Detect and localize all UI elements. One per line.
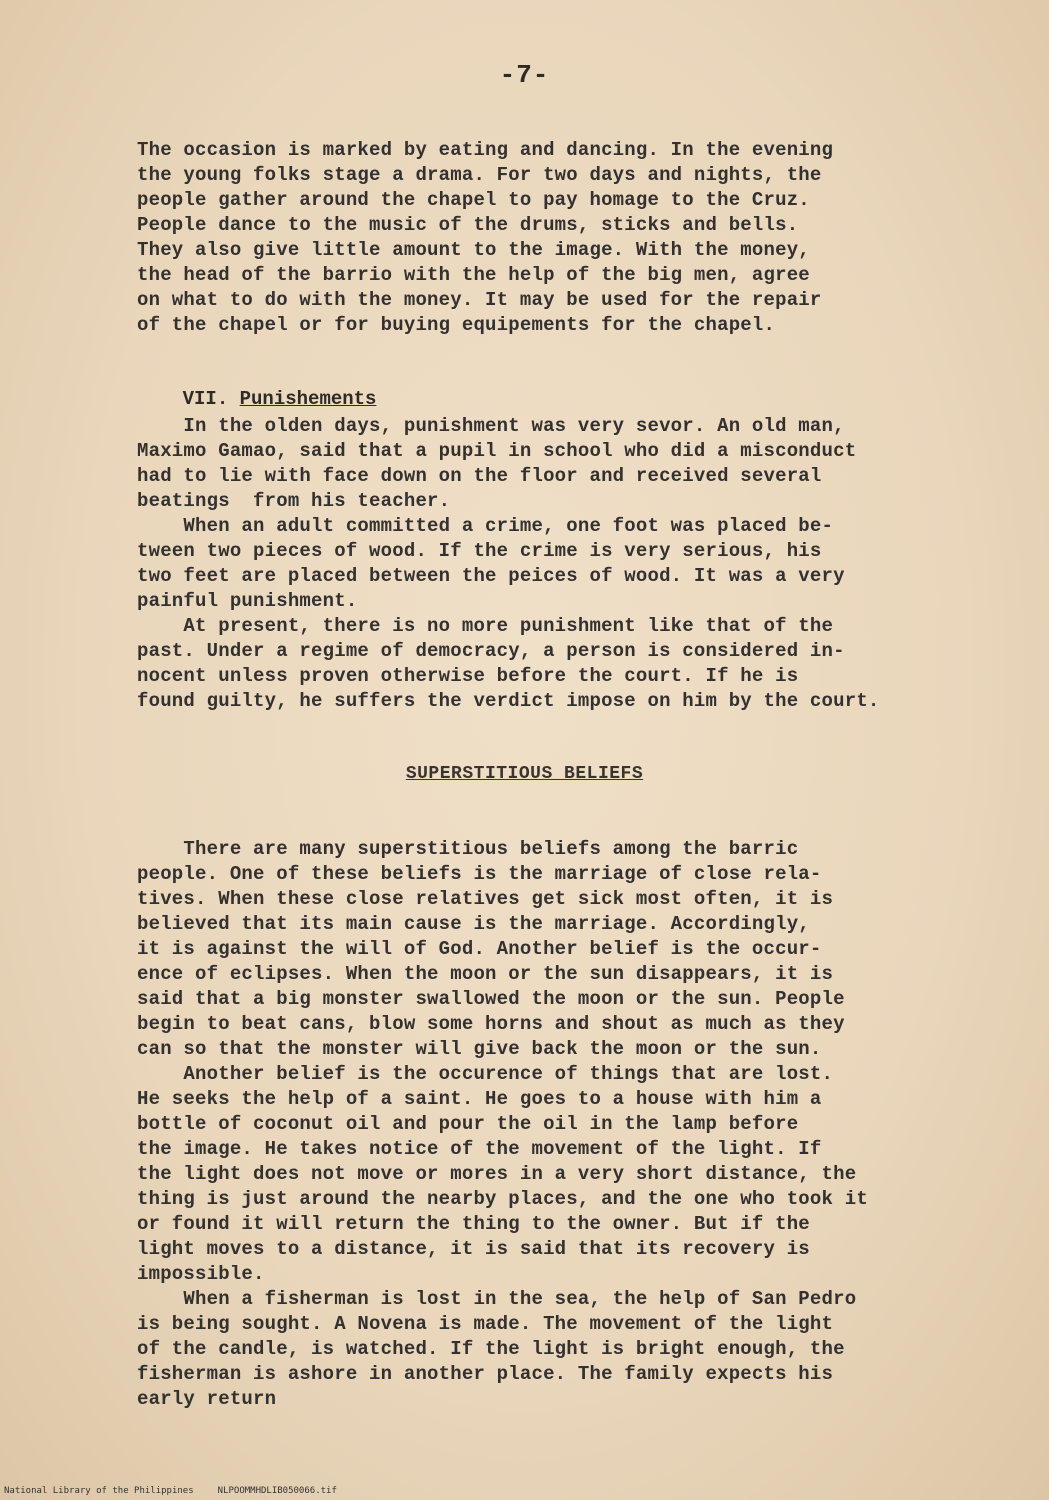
footer-source: National Library of the Philippines bbox=[4, 1486, 194, 1496]
text-line: The occasion is marked by eating and dancing. In the evening bbox=[137, 139, 834, 161]
text-line: early return bbox=[137, 1388, 277, 1410]
text-line: They also give little amount to the image. With the money, bbox=[137, 239, 810, 261]
text-line: People dance to the music of the drums, sticks and bells. bbox=[137, 214, 799, 236]
text-line: on what to do with the money. It may be used for the repair bbox=[137, 289, 822, 311]
text-line: thing is just around the nearby places, and the one who took it bbox=[137, 1188, 868, 1210]
text-line: people gather around the chapel to pay homage to the Cruz. bbox=[137, 189, 810, 211]
text-line: Maximo Gamao, said that a pupil in school who did a misconduct bbox=[137, 440, 857, 462]
text-line: is being sought. A Novena is made. The movement of the light bbox=[137, 1313, 834, 1335]
text-line: of the chapel or for buying equipements for the chapel. bbox=[137, 314, 776, 336]
text-line: tives. When these close relatives get sick most often, it is bbox=[137, 888, 834, 910]
text-line: of the candle, is watched. If the light is bright enough, the bbox=[137, 1338, 845, 1360]
text-line: When an adult committed a crime, one foot was placed be- bbox=[137, 515, 834, 537]
text-line: the light does not move or mores in a very short distance, the bbox=[137, 1163, 857, 1185]
footer-file: NLPOOMMHDLIB050066.tif bbox=[217, 1486, 337, 1496]
text-line: There are many superstitious beliefs among the barric bbox=[137, 838, 799, 860]
text-line: past. Under a regime of democracy, a person is considered in- bbox=[137, 640, 845, 662]
text-line: impossible. bbox=[137, 1263, 265, 1285]
text-line: begin to beat cans, blow some horns and shout as much as they bbox=[137, 1013, 845, 1035]
text-line: bottle of coconut oil and pour the oil in the lamp before bbox=[137, 1113, 799, 1135]
text-line: the image. He takes notice of the movement of the light. If bbox=[137, 1138, 822, 1160]
text-line: said that a big monster swallowed the moon or the sun. People bbox=[137, 988, 845, 1010]
text-line: beatings from his teacher. bbox=[137, 490, 451, 512]
section-title: Punishements bbox=[239, 388, 377, 410]
text-line: tween two pieces of wood. If the crime is very serious, his bbox=[137, 540, 822, 562]
text-line: fisherman is ashore in another place. The family expects his bbox=[137, 1363, 834, 1385]
text-line: light moves to a distance, it is said that its recovery is bbox=[137, 1238, 810, 1260]
text-line: painful punishment. bbox=[137, 590, 358, 612]
text-line: people. One of these beliefs is the marriage of close rela- bbox=[137, 863, 822, 885]
text-line: the young folks stage a drama. For two days and nights, the bbox=[137, 164, 822, 186]
text-line: can so that the monster will give back the moon or the sun. bbox=[137, 1038, 822, 1060]
text-line: ence of eclipses. When the moon or the sun disappears, it is bbox=[137, 963, 834, 985]
text-line: At present, there is no more punishment like that of the bbox=[137, 615, 834, 637]
text-line: nocent unless proven otherwise before the court. If he is bbox=[137, 665, 799, 687]
text-line: two feet are placed between the peices of wood. It was a very bbox=[137, 565, 845, 587]
text-line: When a fisherman is lost in the sea, the help of San Pedro bbox=[137, 1288, 857, 1310]
text-line: Another belief is the occurence of things that are lost. bbox=[137, 1063, 834, 1085]
page-number: -7- bbox=[499, 60, 550, 90]
superstitious-beliefs-heading: SUPERSTITIOUS BELIEFS bbox=[405, 764, 644, 784]
text-line: found guilty, he suffers the verdict impose on him by the court. bbox=[137, 690, 880, 712]
text-line: He seeks the help of a saint. He goes to a house with him a bbox=[137, 1088, 822, 1110]
text-line: had to lie with face down on the floor and received several bbox=[137, 465, 822, 487]
text-line: it is against the will of God. Another belief is the occur- bbox=[137, 938, 822, 960]
text-line: the head of the barrio with the help of the big men, agree bbox=[137, 264, 810, 286]
text-line: In the olden days, punishment was very sevor. An old man, bbox=[137, 415, 845, 437]
section-number: VII. bbox=[182, 388, 240, 410]
text-line: or found it will return the thing to the owner. But if the bbox=[137, 1213, 810, 1235]
scan-footer bbox=[4, 1486, 361, 1497]
text-line: believed that its main cause is the marriage. Accordingly, bbox=[137, 913, 810, 935]
